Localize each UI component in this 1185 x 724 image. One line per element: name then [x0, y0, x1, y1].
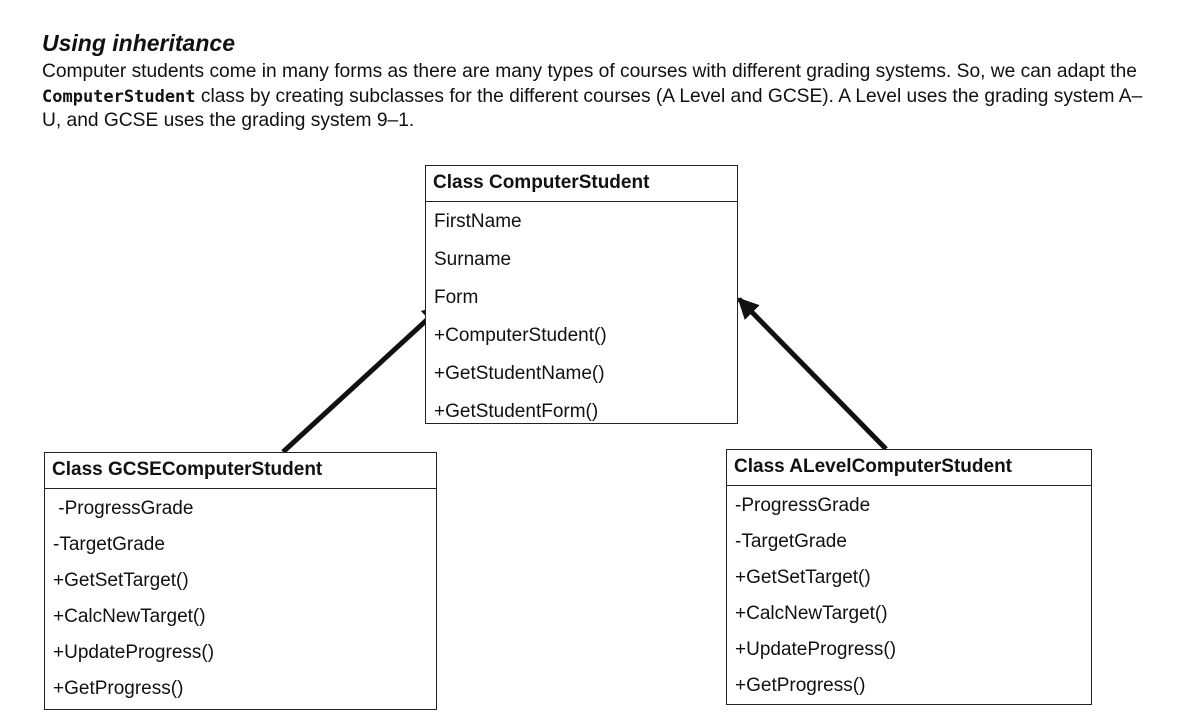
member-list	[45, 489, 436, 710]
class-member: +GetSetTarget()	[53, 570, 189, 591]
class-member: +GetStudentName()	[434, 363, 605, 384]
class-box-alevel-computer-student	[726, 449, 1092, 705]
class-box-gcse-computer-student	[44, 452, 437, 710]
class-box-computer-student	[425, 165, 738, 424]
gcse-inherits-arrow	[283, 306, 442, 452]
class-member: -ProgressGrade	[53, 498, 194, 519]
class-member: Surname	[434, 249, 512, 270]
class-member: +ComputerStudent()	[434, 325, 607, 346]
class-member: FirstName	[434, 211, 522, 232]
class-member: +GetStudentForm()	[434, 401, 599, 422]
class-title: Class GCSEComputerStudent	[45, 453, 436, 489]
alevel-inherits-arrow	[739, 299, 886, 449]
class-member: +GetSetTarget()	[735, 567, 871, 588]
intro-text-1: Computer students come in many forms as there are many types of courses with different grading systems. So, we can adapt the	[42, 61, 1137, 82]
class-member: -TargetGrade	[735, 531, 847, 552]
member-list	[426, 202, 737, 435]
class-member: -ProgressGrade	[735, 495, 871, 516]
class-member: +UpdateProgress()	[53, 642, 215, 663]
intro-text-2: class by creating subclasses for the different courses (A Level and GCSE). A Level uses the grading system A–U, and GCSE uses the grading system 9–1.	[42, 85, 1143, 131]
class-member: +CalcNewTarget()	[735, 603, 888, 624]
class-member: -TargetGrade	[53, 534, 165, 555]
class-member: +GetProgress()	[735, 675, 866, 696]
class-member: +UpdateProgress()	[735, 639, 897, 660]
class-member: +CalcNewTarget()	[53, 606, 206, 627]
class-member: Form	[434, 287, 479, 308]
member-list	[727, 486, 1091, 707]
intro-code: ComputerStudent	[42, 86, 196, 107]
section-heading: Using inheritance	[42, 30, 235, 56]
class-title: Class ComputerStudent	[426, 166, 737, 202]
class-title: Class ALevelComputerStudent	[727, 450, 1091, 486]
class-member: +GetProgress()	[53, 678, 184, 699]
